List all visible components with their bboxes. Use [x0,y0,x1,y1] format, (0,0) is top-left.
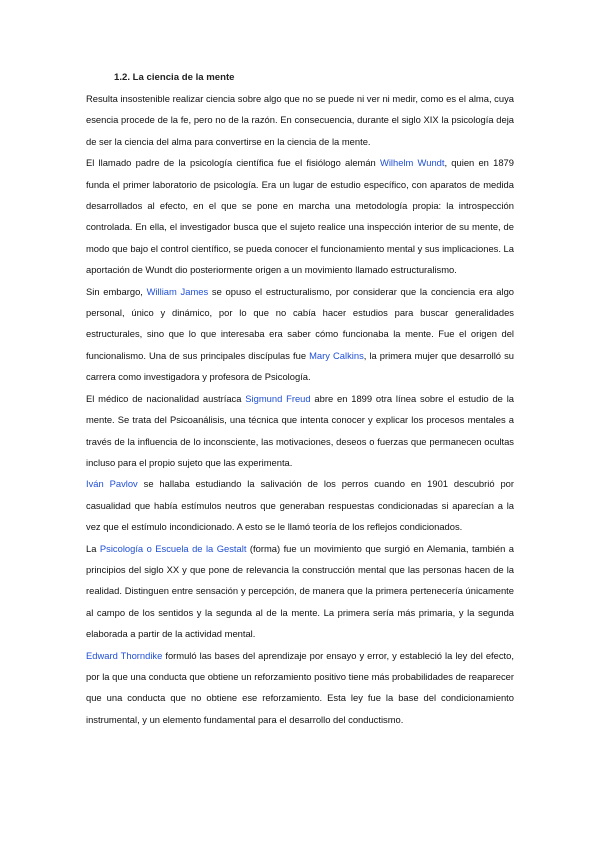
paragraph-text: se opuso el estructuralismo, por considerar que la conciencia era algo personal, único y dinámico, por lo que no cabía hacer estudios para buscar generalidades estructurales, sino que lo que interesaba era saber cómo funcionaba la mente. Fue el origen del funcionalismo. Una de sus principales discípulas fue [86,285,515,361]
paragraph-text: se hallaba estudiando la salivación de los perros cuando en 1901 descubrió por casualidad que había estímulos neutros que generaban respuestas condicionadas si aparecían a la vez que el estímulo incondicionado. A esto se le llamó teoría de los reflejos condicionados. [86,478,514,533]
paragraph [86,538,514,645]
hyperlink[interactable]: Edward Thorndike [86,649,163,661]
paragraph-text: Resulta insostenible realizar ciencia sobre algo que no se puede ni ver ni medir, como es el alma, cuya esencia procede de la fe, pero no de la razón. En consecuencia, durante el siglo XIX la psicología deja de ser la ciencia del alma para convertirse en la ciencia de la mente. [86,93,514,147]
paragraph [86,152,514,280]
paragraph [86,281,514,388]
paragraph [86,388,514,474]
paragraph-text: Sin embargo, [86,285,147,297]
paragraph [86,645,514,731]
paragraph [86,473,514,537]
paragraph-text: El médico de nacionalidad austríaca [86,392,246,404]
hyperlink[interactable]: William James [146,285,209,297]
hyperlink[interactable]: Wilhelm Wundt [380,157,445,169]
section-heading: 1.2. La ciencia de la mente [114,72,235,83]
hyperlink[interactable]: Sigmund Freud [245,392,311,404]
hyperlink[interactable]: Psicología o Escuela de la Gestalt [99,542,247,554]
paragraph-text: , la primera mujer que desarrolló su carrera como investigadora y profesora de Psicología. [86,349,514,383]
hyperlink[interactable]: Mary Calkins [309,349,364,361]
paragraph-text: abre en 1899 otra línea sobre el estudio de la mente. Se trata del Psicoanálisis, una técnica que intenta conocer y explicar los procesos mentales a través de la influencia de lo inconsciente, las motivaciones, deseos o fuerzas que permanecen ocultas incluso para el propio sujeto que las experimenta. [86,392,514,468]
paragraph-text: (forma) fue un movimiento que surgió en Alemania, también a principios del siglo XX y que pone de relevancia la construcción mental que las personas hacen de la realidad. Distinguen entre sensación y percepción, de manera que la primera pertenecería únicamente al campo de los sentidos y la segunda al de la mente. La primera sería más primaria, y la segunda elaborada a partir de la actividad mental. [86,542,514,640]
paragraph [86,88,514,152]
hyperlink[interactable]: Iván Pavlov [86,478,138,490]
paragraph-text: formuló las bases del aprendizaje por ensayo y error, y estableció la ley del efecto, por la que una conducta que obtiene un reforzamiento positivo tiene más probabilidades de reaparecer que una conducta que no obtiene ese reforzamiento. Esta ley fue la base del condicionamiento instrumental, y un elemento fundamental para el desarrollo del conductismo. [86,649,514,725]
paragraph-text: El llamado padre de la psicología científica fue el fisiólogo alemán [86,157,380,169]
document-body [86,88,514,730]
paragraph-text: , quien en 1879 funda el primer laboratorio de psicología. Era un lugar de estudio específico, con aparatos de medida desarrollados al efecto, en el que se pone en marcha una metodología propia: la introspección controlada. En ella, el investigador busca que el sujeto realice una inspección interior de su mente, de modo que bajo el control científico, se pueda conocer el funcionamiento mental y sus implicaciones. La aportación de Wundt dio posteriormente origen a un movimiento llamado estructuralismo. [86,157,514,276]
paragraph-text: La [86,542,100,554]
